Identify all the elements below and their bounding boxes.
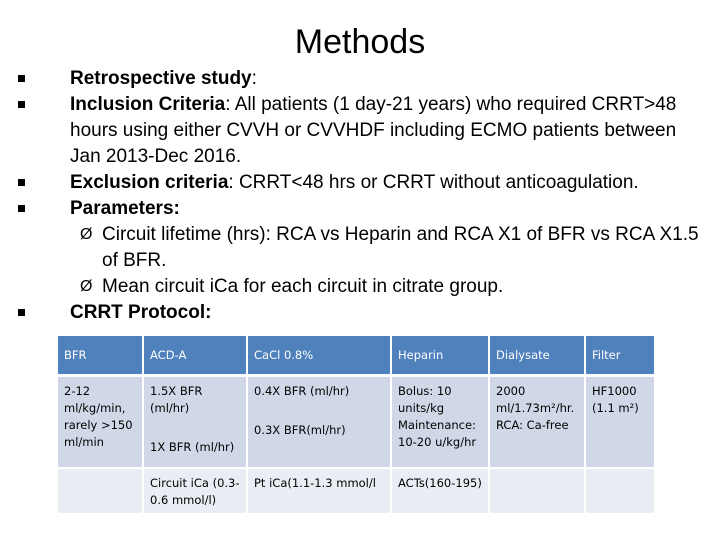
cell-acd-a — [144, 377, 248, 469]
arrow-bullet-icon: Ø — [80, 278, 93, 295]
header-dialysate: Dialysate — [490, 336, 586, 377]
header-acd-a: ACD-A — [144, 336, 248, 377]
bullet-study-type — [14, 66, 704, 92]
cell-acd-a-initial: 1.5X BFR (ml/hr) — [150, 384, 203, 415]
square-bullet-icon — [18, 205, 25, 212]
bullet-exclusion — [14, 170, 704, 196]
cell-cacl-initial: 0.4X BFR (ml/hr) — [254, 384, 350, 398]
bullet-inclusion — [14, 92, 704, 170]
cell-bfr — [58, 469, 144, 515]
bullet-label: Parameters: — [70, 198, 180, 219]
header-cacl: CaCl 0.8% — [248, 336, 392, 377]
cell-heparin-target: ACTs(160-195) — [392, 469, 490, 515]
bullet-text: : — [251, 68, 257, 89]
cell-cacl — [248, 377, 392, 469]
bullet-protocol — [14, 300, 704, 326]
bullet-label: CRRT Protocol: — [70, 302, 212, 323]
cell-bfr: 2-12 ml/kg/min, rarely >150 ml/min — [58, 377, 144, 469]
header-heparin: Heparin — [392, 336, 490, 377]
bullet-text: : CRRT<48 hrs or CRRT without anticoagulation. — [228, 172, 639, 193]
cell-filter: HF1000 (1.1 m²) — [586, 377, 654, 469]
header-bfr: BFR — [58, 336, 144, 377]
sub-bullet-text: Circuit lifetime (hrs): RCA vs Heparin and RCA X1 of BFR vs RCA X1.5 of BFR. — [102, 224, 699, 271]
cell-acd-a-target: Circuit iCa (0.3-0.6 mmol/l) — [144, 469, 248, 515]
header-filter: Filter — [586, 336, 654, 377]
square-bullet-icon — [18, 101, 25, 108]
arrow-bullet-icon: Ø — [80, 226, 93, 243]
bullet-label: Inclusion Criteria — [70, 94, 226, 115]
bullet-parameters — [14, 196, 704, 222]
square-bullet-icon — [18, 309, 25, 316]
cell-filter — [586, 469, 654, 515]
table-row — [58, 377, 654, 469]
sub-bullet-text: Mean circuit iCa for each circuit in citrate group. — [102, 276, 504, 297]
cell-dialysate: 2000 ml/1.73m²/hr. RCA: Ca-free — [490, 377, 586, 469]
cell-cacl-adjusted: 0.3X BFR(ml/hr) — [254, 423, 346, 437]
square-bullet-icon — [18, 179, 25, 186]
bullet-list — [14, 66, 704, 326]
crrt-protocol-table — [58, 336, 654, 515]
table-row — [58, 469, 654, 515]
table-header-row — [58, 336, 654, 377]
bullet-label: Retrospective study — [70, 68, 252, 89]
bullet-text: : All patients (1 day-21 years) who required CRRT>48 hours using either CVVH or CVVHDF including ECMO patients between Jan 2013-Dec 2016. — [70, 94, 677, 167]
cell-heparin: Bolus: 10 units/kg Maintenance: 10-20 u/kg/hr — [392, 377, 490, 469]
page-title: Methods — [294, 23, 426, 61]
cell-dialysate — [490, 469, 586, 515]
cell-acd-a-adjusted: 1X BFR (ml/hr) — [150, 440, 235, 454]
cell-cacl-target: Pt iCa(1.1-1.3 mmol/l — [248, 469, 392, 515]
sub-bullet-circuit-lifetime — [14, 222, 704, 274]
square-bullet-icon — [18, 75, 25, 82]
sub-bullet-mean-ica — [14, 274, 704, 300]
bullet-label: Exclusion criteria — [70, 172, 229, 193]
